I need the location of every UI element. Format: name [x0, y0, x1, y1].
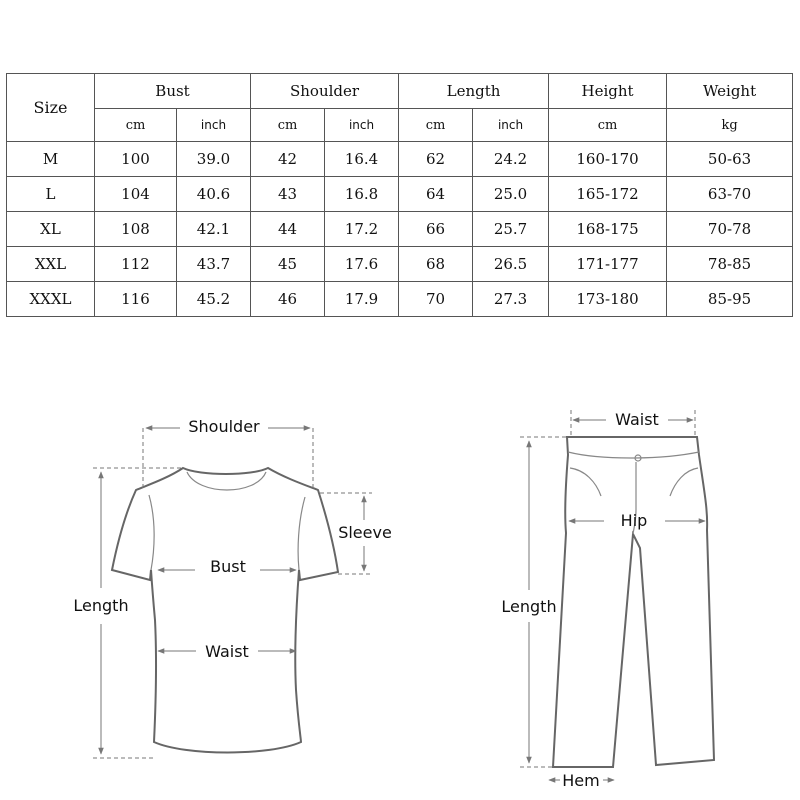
unit-cell: kg [667, 109, 793, 142]
tshirt-sleeve-seam-left [149, 495, 154, 570]
table-cell: 70-78 [667, 212, 793, 247]
unit-cell: cm [549, 109, 667, 142]
table-cell: M [7, 142, 95, 177]
shoulder-header: Shoulder [251, 74, 399, 109]
table-cell: 26.5 [473, 247, 549, 282]
hem-label: Hem [562, 771, 600, 790]
table-cell: 43.7 [177, 247, 251, 282]
table-cell: 39.0 [177, 142, 251, 177]
table-cell: 42.1 [177, 212, 251, 247]
table-cell: 42 [251, 142, 325, 177]
table-cell: 85-95 [667, 282, 793, 317]
length-header: Length [399, 74, 549, 109]
pants-length-label: Length [501, 597, 557, 616]
length-label: Length [73, 596, 129, 615]
table-cell: 78-85 [667, 247, 793, 282]
table-cell: 171-177 [549, 247, 667, 282]
table-cell: 45.2 [177, 282, 251, 317]
table-cell: 16.8 [325, 177, 399, 212]
table-cell: 70 [399, 282, 473, 317]
table-cell: L [7, 177, 95, 212]
table-cell: 24.2 [473, 142, 549, 177]
pants-diagram [501, 410, 714, 790]
table-cell: 64 [399, 177, 473, 212]
unit-cell: inch [473, 109, 549, 142]
table-cell: 44 [251, 212, 325, 247]
table-cell: 16.4 [325, 142, 399, 177]
table-cell: 43 [251, 177, 325, 212]
tshirt-sleeve-seam-right [298, 497, 305, 570]
waist-label: Waist [205, 642, 249, 661]
table-cell: XL [7, 212, 95, 247]
table-cell: 17.9 [325, 282, 399, 317]
table-cell: 50-63 [667, 142, 793, 177]
table-cell: 45 [251, 247, 325, 282]
tshirt-outline [112, 468, 338, 753]
table-cell: 25.0 [473, 177, 549, 212]
unit-cell: cm [399, 109, 473, 142]
hip-label: Hip [620, 511, 648, 530]
pants-outline [553, 437, 714, 767]
table-cell: 168-175 [549, 212, 667, 247]
table-cell: 165-172 [549, 177, 667, 212]
table-cell: 100 [95, 142, 177, 177]
pants-pocket-left [570, 468, 601, 496]
table-cell: 25.7 [473, 212, 549, 247]
bust-header: Bust [95, 74, 251, 109]
table-cell: 40.6 [177, 177, 251, 212]
unit-cell: cm [95, 109, 177, 142]
weight-header: Weight [667, 74, 793, 109]
table-cell: 27.3 [473, 282, 549, 317]
table-cell: 68 [399, 247, 473, 282]
tshirt-diagram [73, 417, 391, 758]
table-cell: 17.2 [325, 212, 399, 247]
pants-waist-label: Waist [615, 410, 659, 429]
sleeve-label: Sleeve [338, 523, 392, 542]
pants-pocket-right [670, 468, 698, 496]
table-cell: 66 [399, 212, 473, 247]
size-header: Size [7, 74, 95, 142]
table-cell: 46 [251, 282, 325, 317]
table-cell: XXL [7, 247, 95, 282]
unit-cell: inch [325, 109, 399, 142]
table-cell: 160-170 [549, 142, 667, 177]
unit-cell: cm [251, 109, 325, 142]
table-cell: 108 [95, 212, 177, 247]
table-cell: 104 [95, 177, 177, 212]
bust-label: Bust [210, 557, 246, 576]
table-cell: 17.6 [325, 247, 399, 282]
table-cell: 116 [95, 282, 177, 317]
table-cell: 63-70 [667, 177, 793, 212]
unit-cell: inch [177, 109, 251, 142]
table-cell: 62 [399, 142, 473, 177]
shoulder-label: Shoulder [188, 417, 260, 436]
pants-waistband [568, 452, 699, 458]
table-cell: 112 [95, 247, 177, 282]
height-header: Height [549, 74, 667, 109]
table-cell: 173-180 [549, 282, 667, 317]
table-cell: XXXL [7, 282, 95, 317]
